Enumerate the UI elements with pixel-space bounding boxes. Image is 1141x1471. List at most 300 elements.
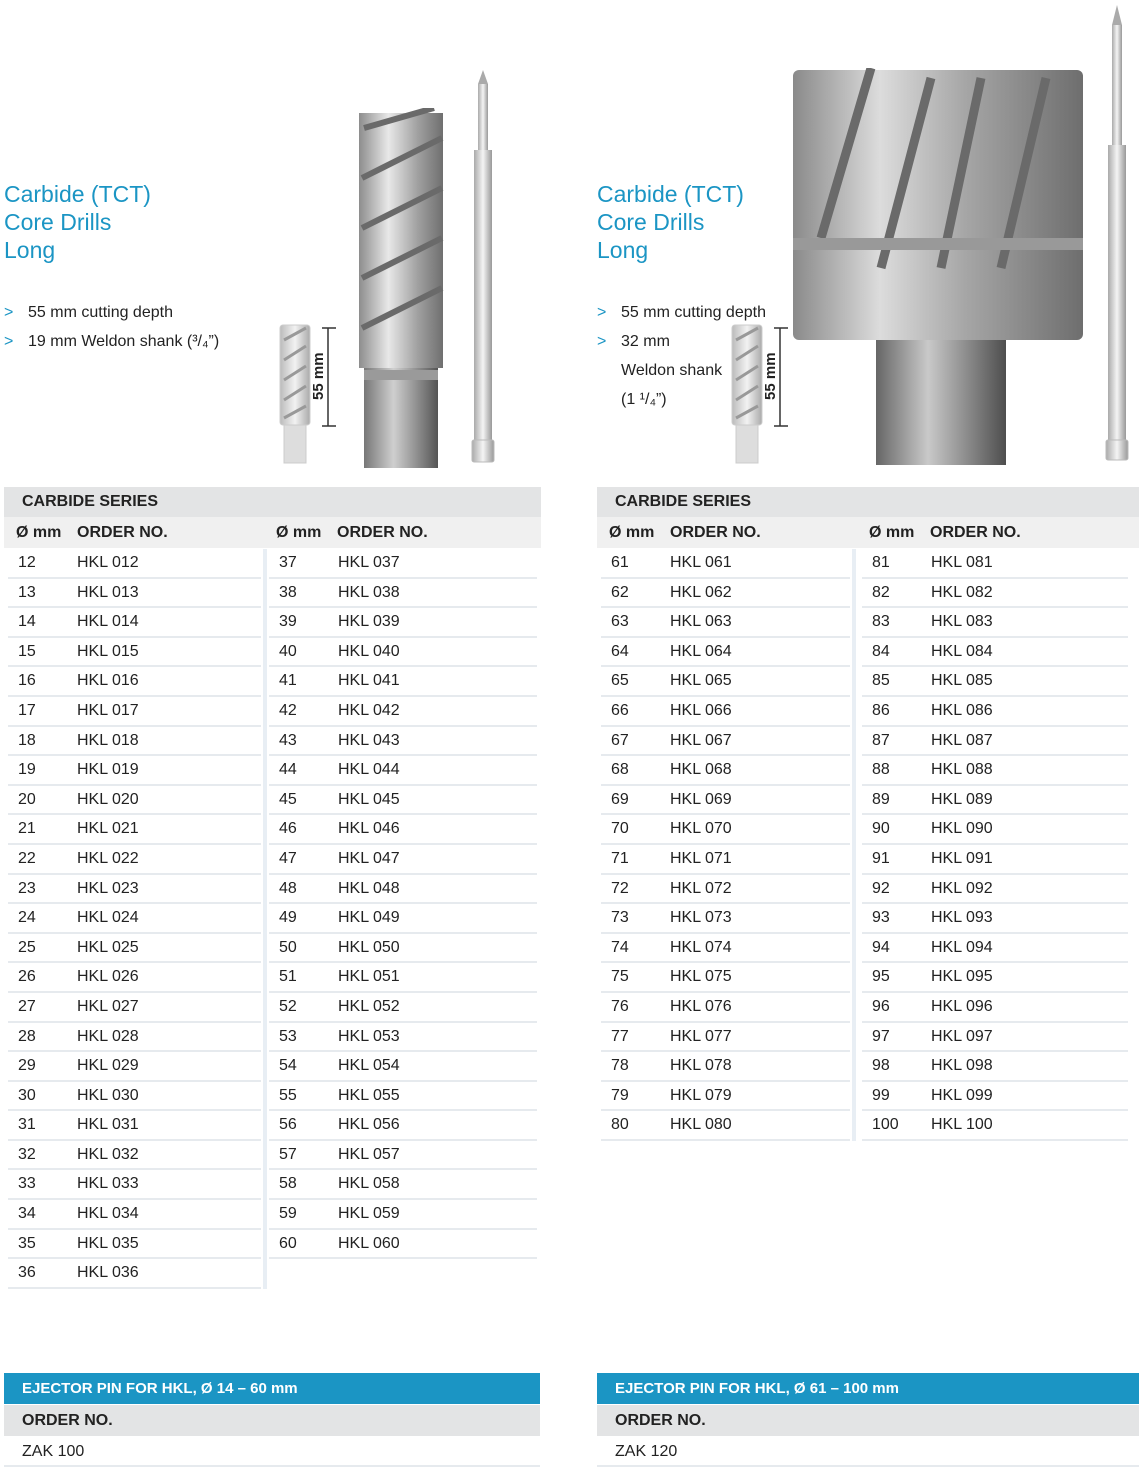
order-number: HKL 086	[931, 701, 993, 719]
diameter-value: 61	[611, 554, 629, 571]
order-number: HKL 098	[931, 1057, 993, 1075]
feature-item	[4, 327, 219, 356]
diameter-value: 48	[279, 879, 297, 897]
diameter-value: 28	[18, 1027, 36, 1045]
table-row	[269, 638, 537, 668]
diameter-value: 60	[279, 1234, 297, 1252]
diameter-value: 26	[18, 968, 36, 986]
table-row	[862, 845, 1128, 875]
order-number: HKL 097	[931, 1027, 993, 1045]
diameter-value: 73	[611, 909, 629, 927]
left-product-panel	[4, 0, 541, 1471]
table-row	[269, 1082, 537, 1112]
order-number: HKL 060	[338, 1234, 400, 1252]
diameter-value: 37	[279, 554, 297, 571]
table-row	[601, 875, 850, 905]
diameter-value: 14	[18, 613, 36, 631]
diameter-value: 95	[872, 968, 890, 986]
table-row	[601, 1082, 850, 1112]
order-column-header: ORDER NO.	[930, 524, 1021, 541]
table-row	[8, 1141, 261, 1171]
table-row	[601, 934, 850, 964]
ejector-header: EJECTOR PIN FOR HKL, Ø 14 – 60 mm	[4, 1373, 540, 1404]
series-header: CARBIDE SERIES	[597, 487, 1139, 517]
table-row	[8, 608, 261, 638]
core-drill-long-icon	[354, 108, 449, 470]
order-number: HKL 062	[670, 583, 732, 601]
diameter-value: 93	[872, 909, 890, 927]
table-row	[269, 875, 537, 905]
table-row	[601, 667, 850, 697]
table-row	[862, 1082, 1128, 1112]
order-table-column	[601, 549, 850, 1141]
table-row	[862, 904, 1128, 934]
order-number: HKL 070	[670, 820, 732, 838]
feature-text: Weldon shank	[621, 362, 723, 379]
diameter-value: 46	[279, 820, 297, 838]
table-row	[601, 815, 850, 845]
ejector-order-label: ORDER NO.	[4, 1405, 540, 1436]
table-row	[8, 875, 261, 905]
diameter-value: 17	[18, 701, 36, 719]
diameter-value: 99	[872, 1086, 890, 1104]
core-drill-wide-icon	[791, 68, 1091, 468]
bullet-marker: >	[4, 333, 14, 350]
table-row	[862, 786, 1128, 816]
table-row	[862, 993, 1128, 1023]
order-number: HKL 053	[338, 1027, 400, 1045]
table-row	[8, 579, 261, 609]
column-header-row	[597, 517, 1139, 548]
order-number: HKL 063	[670, 613, 732, 631]
diameter-value: 82	[872, 583, 890, 601]
order-number: HKL 095	[931, 968, 993, 986]
diameter-value: 25	[18, 938, 36, 956]
table-row	[8, 845, 261, 875]
order-number: HKL 023	[77, 879, 139, 897]
table-row	[862, 638, 1128, 668]
order-number: HKL 080	[670, 1116, 732, 1134]
table-row	[8, 1259, 261, 1289]
order-number: HKL 018	[77, 731, 139, 749]
order-number: HKL 100	[931, 1116, 993, 1134]
ejector-pin-icon	[468, 70, 498, 465]
diameter-value: 32	[18, 1145, 36, 1163]
order-number: HKL 082	[931, 583, 993, 601]
diameter-value: 70	[611, 820, 629, 838]
order-table-column	[269, 549, 537, 1259]
bullet-marker: >	[597, 304, 607, 321]
title-line: Long	[4, 237, 56, 263]
order-number: HKL 048	[338, 879, 400, 897]
order-number: HKL 013	[77, 583, 139, 601]
ejector-order-label: ORDER NO.	[597, 1405, 1139, 1436]
diameter-value: 39	[279, 613, 297, 631]
diameter-value: 71	[611, 849, 629, 867]
series-header: CARBIDE SERIES	[4, 487, 541, 517]
product-title	[4, 180, 151, 264]
order-number: HKL 037	[338, 554, 400, 571]
diameter-value: 78	[611, 1057, 629, 1075]
table-row	[8, 963, 261, 993]
table-row	[269, 727, 537, 757]
order-number: HKL 089	[931, 790, 993, 808]
table-row	[269, 993, 537, 1023]
order-column-header: ORDER NO.	[77, 524, 168, 541]
order-number: HKL 085	[931, 672, 993, 690]
order-number: HKL 026	[77, 968, 139, 986]
order-number: HKL 068	[670, 761, 732, 779]
diameter-value: 12	[18, 554, 36, 571]
table-row	[601, 1052, 850, 1082]
order-number: HKL 059	[338, 1205, 400, 1223]
diameter-value: 35	[18, 1234, 36, 1252]
table-row	[8, 1170, 261, 1200]
order-number: HKL 075	[670, 968, 732, 986]
order-number: HKL 046	[338, 820, 400, 838]
order-number: HKL 084	[931, 642, 993, 660]
order-number: HKL 073	[670, 909, 732, 927]
order-number: HKL 049	[338, 909, 400, 927]
order-number: HKL 065	[670, 672, 732, 690]
order-number: HKL 015	[77, 642, 139, 660]
table-row	[269, 756, 537, 786]
diameter-value: 62	[611, 583, 629, 601]
diameter-value: 57	[279, 1145, 297, 1163]
order-number: HKL 057	[338, 1145, 400, 1163]
diameter-value: 64	[611, 642, 629, 660]
diameter-value: 94	[872, 938, 890, 956]
table-row	[601, 549, 850, 579]
table-row	[862, 608, 1128, 638]
table-row	[269, 1023, 537, 1053]
table-row	[269, 667, 537, 697]
order-number: HKL 067	[670, 731, 732, 749]
table-row	[601, 993, 850, 1023]
diameter-value: 56	[279, 1116, 297, 1134]
order-number: HKL 045	[338, 790, 400, 808]
diameter-value: 21	[18, 820, 36, 838]
order-number: HKL 091	[931, 849, 993, 867]
diameter-value: 90	[872, 820, 890, 838]
table-row	[601, 608, 850, 638]
order-number: HKL 036	[77, 1264, 139, 1282]
feature-item	[4, 298, 219, 327]
diameter-value: 75	[611, 968, 629, 986]
order-number: HKL 064	[670, 642, 732, 660]
diameter-value: 54	[279, 1057, 297, 1075]
ejector-order-number: ZAK 120	[597, 1436, 1139, 1467]
table-row	[862, 1052, 1128, 1082]
diameter-value: 80	[611, 1116, 629, 1134]
order-number: HKL 090	[931, 820, 993, 838]
diameter-value: 69	[611, 790, 629, 808]
table-row	[8, 1200, 261, 1230]
table-row	[862, 727, 1128, 757]
order-number: HKL 066	[670, 701, 732, 719]
right-product-panel	[597, 0, 1139, 1471]
depth-label: 55 mm	[310, 352, 327, 400]
order-number: HKL 083	[931, 613, 993, 631]
order-number: HKL 081	[931, 554, 993, 571]
order-number: HKL 072	[670, 879, 732, 897]
title-line: Core Drills	[4, 209, 112, 235]
diameter-value: 92	[872, 879, 890, 897]
diameter-value: 51	[279, 968, 297, 986]
feature-text: 55 mm cutting depth	[621, 304, 766, 321]
diameter-value: 34	[18, 1205, 36, 1223]
ejector-header: EJECTOR PIN FOR HKL, Ø 61 – 100 mm	[597, 1373, 1139, 1404]
order-number: HKL 047	[338, 849, 400, 867]
table-row	[862, 815, 1128, 845]
diameter-value: 47	[279, 849, 297, 867]
table-row	[8, 904, 261, 934]
order-number: HKL 052	[338, 997, 400, 1015]
table-row	[269, 1230, 537, 1260]
ejector-pin-icon	[1102, 5, 1132, 463]
order-number: HKL 079	[670, 1086, 732, 1104]
table-row	[601, 963, 850, 993]
order-number: HKL 058	[338, 1175, 400, 1193]
depth-label: 55 mm	[762, 352, 779, 400]
table-row	[601, 1111, 850, 1141]
table-row	[269, 963, 537, 993]
order-number: HKL 025	[77, 938, 139, 956]
diameter-value: 36	[18, 1264, 36, 1282]
ejector-order-number: ZAK 100	[4, 1436, 540, 1467]
diameter-value: 84	[872, 642, 890, 660]
table-row	[8, 934, 261, 964]
order-number: HKL 069	[670, 790, 732, 808]
order-number: HKL 034	[77, 1205, 139, 1223]
table-row	[8, 756, 261, 786]
order-number: HKL 014	[77, 613, 139, 631]
table-row	[862, 963, 1128, 993]
order-number: HKL 074	[670, 938, 732, 956]
product-title	[597, 180, 744, 264]
table-row	[8, 727, 261, 757]
order-number: HKL 024	[77, 909, 139, 927]
feature-text: 32 mm	[621, 333, 670, 350]
table-row	[8, 993, 261, 1023]
order-number: HKL 099	[931, 1086, 993, 1104]
order-number: HKL 027	[77, 997, 139, 1015]
diameter-value: 16	[18, 672, 36, 690]
order-number: HKL 012	[77, 554, 139, 571]
feature-text: 19 mm Weldon shank (³/₄”)	[28, 333, 220, 350]
table-row	[269, 579, 537, 609]
diameter-value: 83	[872, 613, 890, 631]
table-row	[862, 1111, 1128, 1141]
diameter-value: 85	[872, 672, 890, 690]
order-number: HKL 043	[338, 731, 400, 749]
diameter-value: 33	[18, 1175, 36, 1193]
order-number: HKL 039	[338, 613, 400, 631]
column-header-row	[4, 517, 541, 548]
order-number: HKL 055	[338, 1086, 400, 1104]
table-row	[269, 1200, 537, 1230]
table-row	[862, 667, 1128, 697]
diameter-value: 49	[279, 909, 297, 927]
order-number: HKL 094	[931, 938, 993, 956]
table-row	[8, 786, 261, 816]
diameter-value: 43	[279, 731, 297, 749]
diameter-value: 18	[18, 731, 36, 749]
order-number: HKL 050	[338, 938, 400, 956]
order-number: HKL 028	[77, 1027, 139, 1045]
table-row	[269, 1052, 537, 1082]
diameter-column-header: Ø mm	[16, 524, 62, 541]
bullet-marker: >	[597, 333, 607, 350]
order-number: HKL 022	[77, 849, 139, 867]
order-number: HKL 092	[931, 879, 993, 897]
diameter-value: 27	[18, 997, 36, 1015]
table-row	[862, 875, 1128, 905]
order-number: HKL 019	[77, 761, 139, 779]
table-row	[269, 815, 537, 845]
diameter-value: 19	[18, 761, 36, 779]
table-row	[862, 697, 1128, 727]
table-row	[862, 1023, 1128, 1053]
diameter-value: 91	[872, 849, 890, 867]
feature-text: 55 mm cutting depth	[28, 304, 173, 321]
diameter-value: 29	[18, 1057, 36, 1075]
order-number: HKL 093	[931, 909, 993, 927]
table-row	[8, 697, 261, 727]
order-column-header: ORDER NO.	[670, 524, 761, 541]
bullet-marker: >	[4, 304, 14, 321]
order-number: HKL 038	[338, 583, 400, 601]
diameter-value: 13	[18, 583, 36, 601]
order-number: HKL 031	[77, 1116, 139, 1134]
order-number: HKL 044	[338, 761, 400, 779]
order-number: HKL 041	[338, 672, 400, 690]
diameter-value: 15	[18, 642, 36, 660]
table-row	[601, 697, 850, 727]
diameter-value: 86	[872, 701, 890, 719]
title-line: Carbide (TCT)	[4, 181, 151, 207]
order-number: HKL 020	[77, 790, 139, 808]
order-number: HKL 087	[931, 731, 993, 749]
diameter-value: 45	[279, 790, 297, 808]
table-row	[269, 1141, 537, 1171]
order-number: HKL 021	[77, 820, 139, 838]
diameter-value: 74	[611, 938, 629, 956]
diameter-value: 58	[279, 1175, 297, 1193]
diameter-value: 40	[279, 642, 297, 660]
diameter-value: 76	[611, 997, 629, 1015]
diameter-value: 23	[18, 879, 36, 897]
order-number: HKL 029	[77, 1057, 139, 1075]
diameter-column-header: Ø mm	[276, 524, 322, 541]
diameter-column-header: Ø mm	[609, 524, 655, 541]
order-number: HKL 076	[670, 997, 732, 1015]
order-number: HKL 017	[77, 701, 139, 719]
diameter-value: 31	[18, 1116, 36, 1134]
title-line: Carbide (TCT)	[597, 181, 744, 207]
table-row	[8, 1082, 261, 1112]
table-row	[8, 1111, 261, 1141]
table-row	[269, 608, 537, 638]
diameter-value: 41	[279, 672, 297, 690]
table-row	[601, 845, 850, 875]
diameter-value: 63	[611, 613, 629, 631]
order-number: HKL 096	[931, 997, 993, 1015]
feature-list	[4, 298, 219, 356]
diameter-value: 88	[872, 761, 890, 779]
order-number: HKL 040	[338, 642, 400, 660]
table-row	[862, 756, 1128, 786]
order-number: HKL 035	[77, 1234, 139, 1252]
diameter-value: 30	[18, 1086, 36, 1104]
order-number: HKL 042	[338, 701, 400, 719]
order-number: HKL 088	[931, 761, 993, 779]
diameter-value: 87	[872, 731, 890, 749]
diameter-value: 100	[872, 1116, 899, 1134]
table-row	[601, 756, 850, 786]
table-row	[269, 845, 537, 875]
order-table-column	[862, 549, 1128, 1141]
diameter-value: 52	[279, 997, 297, 1015]
diameter-value: 24	[18, 909, 36, 927]
diameter-value: 59	[279, 1205, 297, 1223]
diameter-value: 81	[872, 554, 890, 571]
diameter-value: 77	[611, 1027, 629, 1045]
table-row	[8, 667, 261, 697]
order-number: HKL 061	[670, 554, 732, 571]
order-number: HKL 054	[338, 1057, 400, 1075]
table-row	[601, 638, 850, 668]
table-row	[269, 786, 537, 816]
diameter-value: 96	[872, 997, 890, 1015]
order-number: HKL 030	[77, 1086, 139, 1104]
diameter-value: 20	[18, 790, 36, 808]
table-row	[8, 549, 261, 579]
table-row	[862, 549, 1128, 579]
table-row	[601, 1023, 850, 1053]
diameter-value: 67	[611, 731, 629, 749]
diameter-value: 50	[279, 938, 297, 956]
order-table-column	[8, 549, 261, 1289]
diameter-value: 66	[611, 701, 629, 719]
order-number: HKL 056	[338, 1116, 400, 1134]
title-line: Core Drills	[597, 209, 705, 235]
diameter-value: 44	[279, 761, 297, 779]
table-row	[269, 549, 537, 579]
diameter-value: 98	[872, 1057, 890, 1075]
order-number: HKL 078	[670, 1057, 732, 1075]
table-row	[8, 815, 261, 845]
diameter-value: 55	[279, 1086, 297, 1104]
table-row	[8, 1230, 261, 1260]
table-row	[601, 727, 850, 757]
table-row	[8, 1052, 261, 1082]
title-line: Long	[597, 237, 649, 263]
order-number: HKL 051	[338, 968, 400, 986]
diameter-value: 38	[279, 583, 297, 601]
table-row	[269, 697, 537, 727]
table-row	[8, 638, 261, 668]
order-number: HKL 016	[77, 672, 139, 690]
order-number: HKL 077	[670, 1027, 732, 1045]
table-row	[269, 1170, 537, 1200]
table-row	[601, 904, 850, 934]
diameter-value: 65	[611, 672, 629, 690]
table-row	[269, 904, 537, 934]
diameter-value: 89	[872, 790, 890, 808]
diameter-value: 97	[872, 1027, 890, 1045]
diameter-value: 72	[611, 879, 629, 897]
